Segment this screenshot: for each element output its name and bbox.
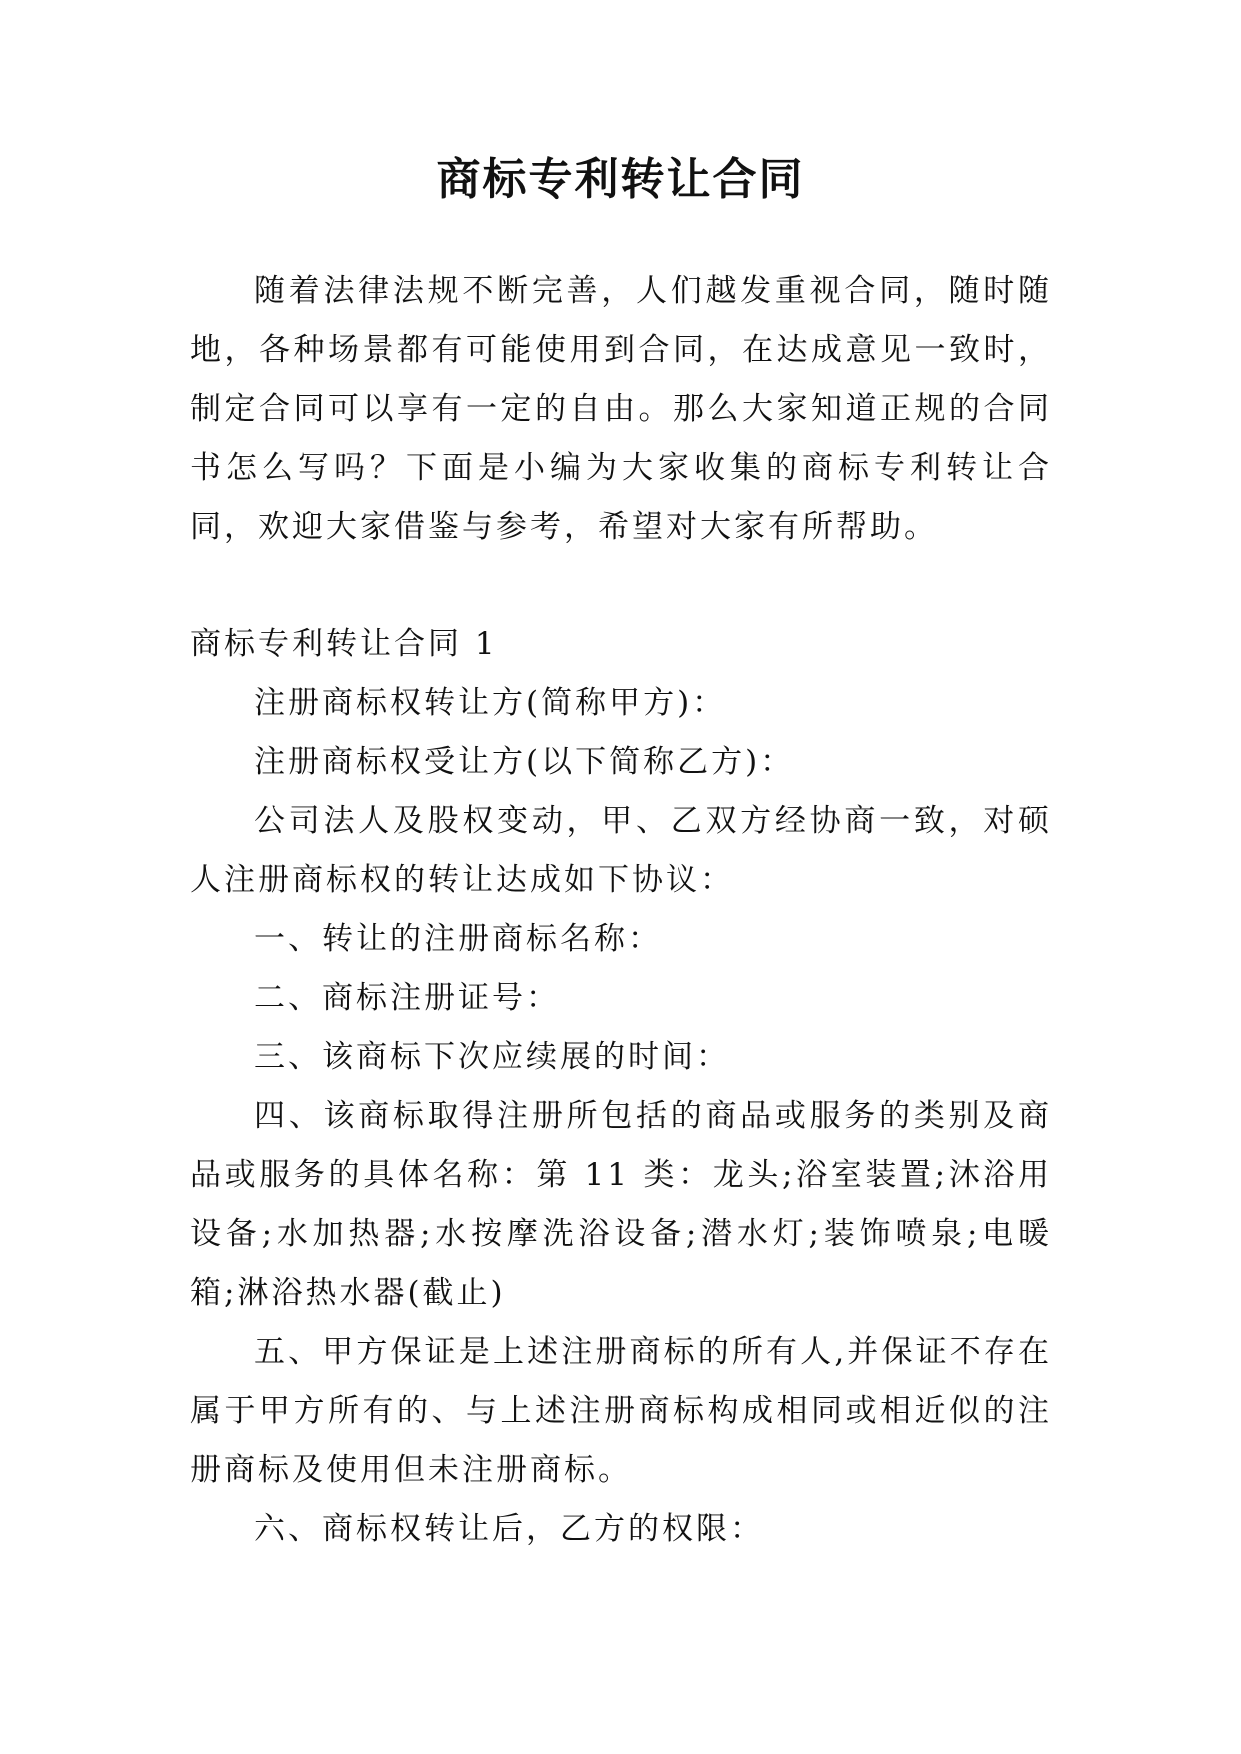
document-body xyxy=(190,262,1052,1559)
clause-5: 五、甲方保证是上述注册商标的所有人,并保证不存在属于甲方所有的、与上述注册商标构成相同或相近似的注册商标及使用但未注册商标。 xyxy=(190,1334,1052,1488)
clause-3: 三、该商标下次应续展的时间： xyxy=(254,1039,730,1075)
intro-paragraph: 随着法律法规不断完善，人们越发重视合同，随时随地，各种场景都有可能使用到合同，在达成意见一致时，制定合同可以享有一定的自由。那么大家知道正规的合同书怎么写吗？下面是小编为大家收集的商标专利转让合同，欢迎大家借鉴与参考，希望对大家有所帮助。 xyxy=(190,273,1052,545)
clause-6: 六、商标权转让后，乙方的权限： xyxy=(254,1511,764,1547)
paragraph-transferor: 注册商标权转让方(简称甲方)： xyxy=(254,685,727,721)
clause-2: 二、商标注册证号： xyxy=(254,980,560,1016)
paragraph-agreement: 公司法人及股权变动，甲、乙双方经协商一致，对硕人注册商标权的转让达成如下协议： xyxy=(190,803,1052,898)
clause-1: 一、转让的注册商标名称： xyxy=(254,921,662,957)
page-title: 商标专利转让合同 xyxy=(436,154,805,205)
section-title: 商标专利转让合同 1 xyxy=(190,626,498,662)
clause-4: 四、该商标取得注册所包括的商品或服务的类别及商品或服务的具体名称：第 11 类：龙头;浴室装置;沐浴用设备;水加热器;水按摩洗浴设备;潜水灯;装饰喷泉;电暖箱;淋浴热水器(截止) xyxy=(190,1098,1052,1311)
paragraph-transferee: 注册商标权受让方(以下简称乙方)： xyxy=(254,744,795,780)
